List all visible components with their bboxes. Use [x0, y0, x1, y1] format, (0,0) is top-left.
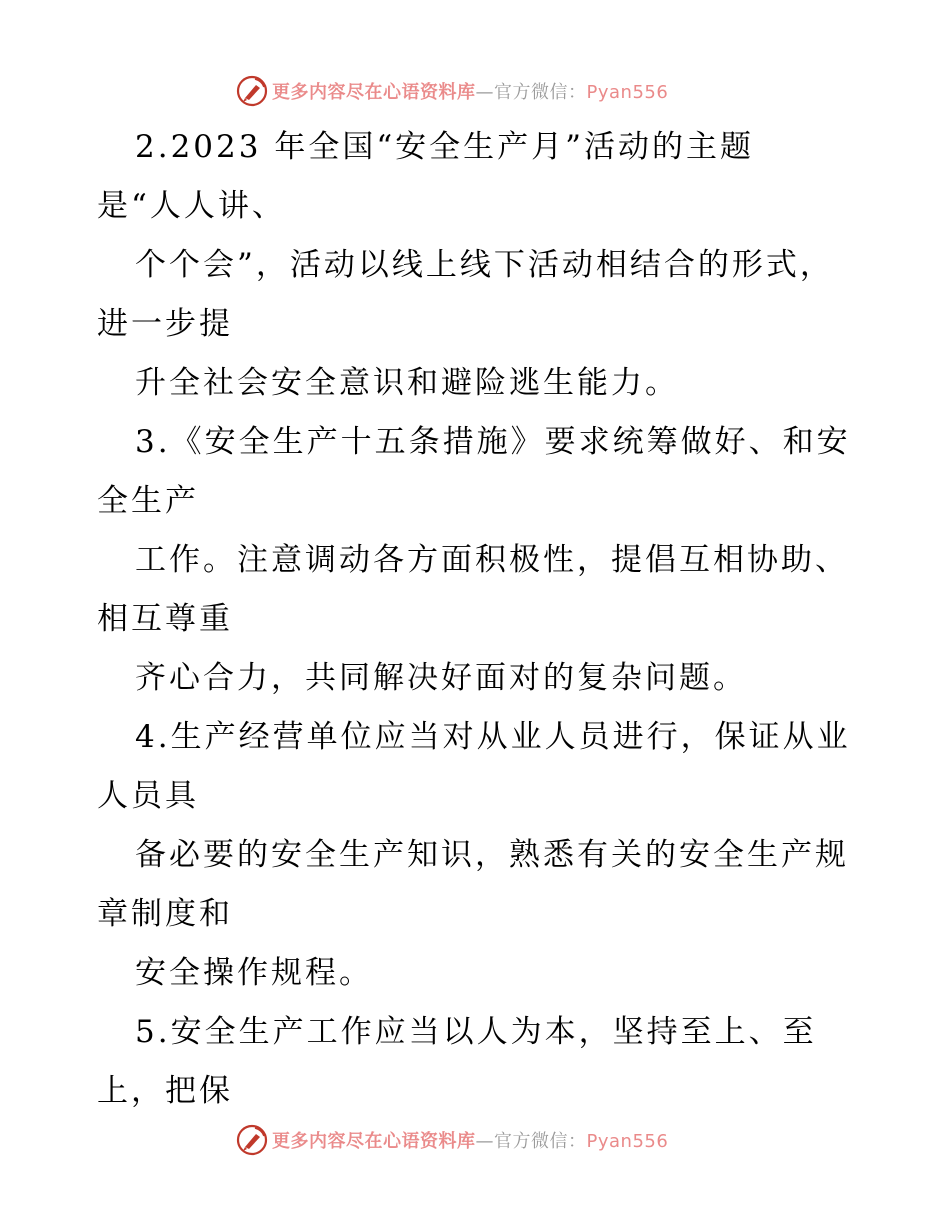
watermark-text — [272, 1127, 668, 1153]
pen-nib-circle-icon — [236, 1124, 268, 1156]
text-line: 4.生产经营单位应当对从业人员进行，保证从业 — [135, 719, 851, 755]
text-line: 个个会”，活动以线上线下活动相结合的形式， — [135, 247, 834, 283]
text-line: 备必要的安全生产知识，熟悉有关的安全生产规 — [135, 837, 849, 873]
text-line: 2.2023 年全国“安全生产月”活动的主题 — [135, 129, 755, 165]
watermark-text — [272, 78, 668, 104]
pen-nib-circle-icon — [236, 75, 268, 107]
document-body — [97, 118, 897, 1121]
watermark-wechat-id: Pyan556 — [586, 1131, 669, 1152]
watermark-site: 更多内容尽在心语资料库 — [272, 1131, 476, 1152]
watermark-dash-label: —官方微信： — [475, 82, 587, 103]
text-line: 3.《安全生产十五条措施》要求统筹做好、和安 — [135, 424, 851, 460]
watermark-dash-label: —官方微信： — [475, 1131, 587, 1152]
watermark-site: 更多内容尽在心语资料库 — [272, 82, 476, 103]
text-line: 人员具 — [97, 778, 199, 814]
text-line: 5.安全生产工作应当以人为本，坚持至上、至 — [135, 1014, 817, 1050]
header-watermark — [236, 73, 668, 109]
text-line: 齐心合力，共同解决好面对的复杂问题。 — [135, 660, 747, 696]
text-line: 进一步提 — [97, 306, 233, 342]
text-line: 是“人人讲、 — [97, 188, 286, 224]
footer-watermark — [236, 1122, 668, 1158]
text-line: 全生产 — [97, 483, 199, 519]
text-line: 升全社会安全意识和避险逃生能力。 — [135, 365, 679, 401]
text-line: 安全操作规程。 — [135, 955, 373, 991]
text-line: 工作。注意调动各方面积极性，提倡互相协助、 — [135, 542, 849, 578]
text-line: 章制度和 — [97, 896, 233, 932]
watermark-wechat-id: Pyan556 — [586, 82, 669, 103]
text-line: 上，把保 — [97, 1073, 233, 1109]
text-line: 相互尊重 — [97, 601, 233, 637]
